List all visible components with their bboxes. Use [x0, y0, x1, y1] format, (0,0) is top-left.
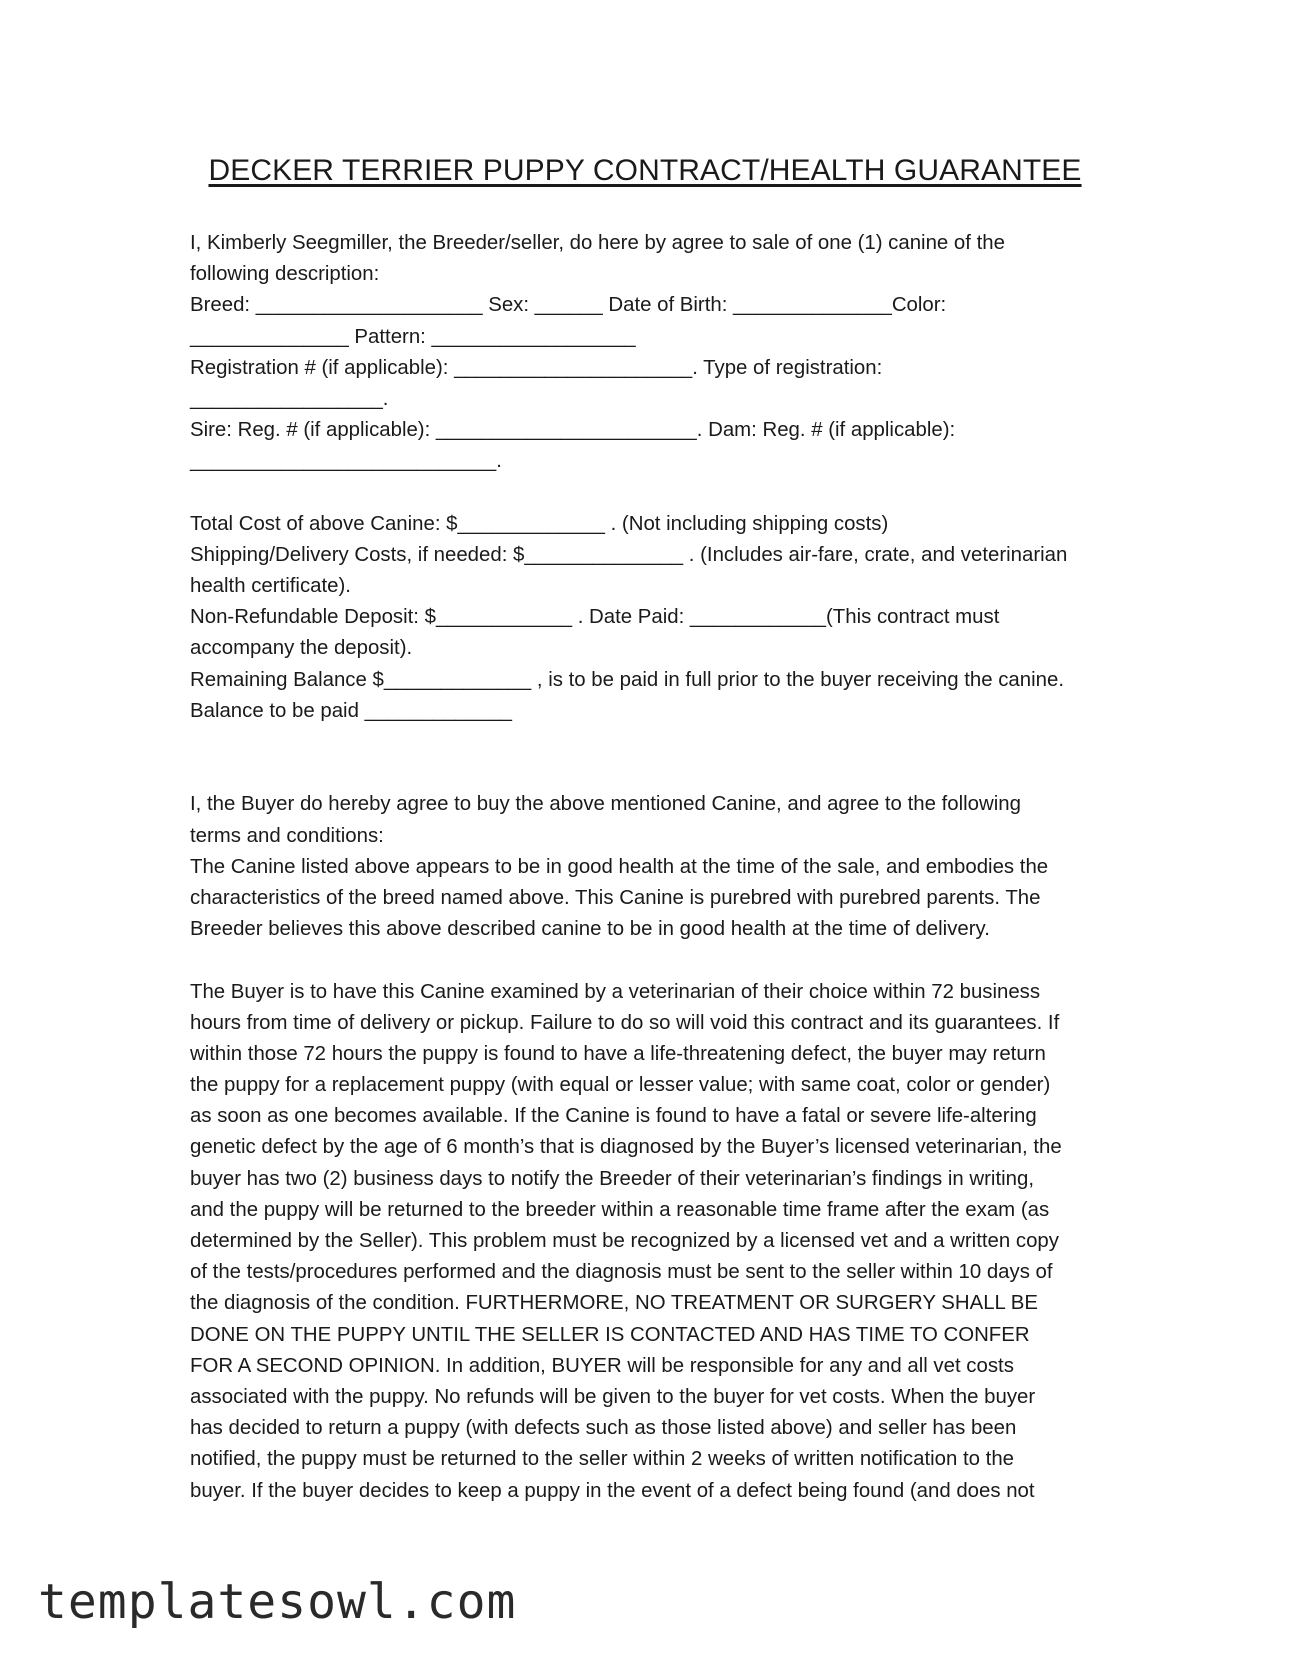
paragraph-gap — [190, 478, 1120, 509]
text-line: Registration # (if applicable): _____________________. Type of registration: — [190, 356, 883, 379]
text-line: buyer. If the buyer decides to keep a puppy in the event of a defect being found (and does not — [190, 1479, 1035, 1502]
text-line: Shipping/Delivery Costs, if needed: $______________ . (Includes air-fare, crate, and veterinarian — [190, 543, 1068, 566]
text-line: Sire: Reg. # (if applicable): _______________________. Dam: Reg. # (if applicable): — [190, 419, 956, 442]
cost-section — [190, 509, 1120, 727]
text-line: I, Kimberly Seegmiller, the Breeder/seller, do here by agree to sale of one (1) canine of the — [190, 232, 1005, 254]
paragraph-gap — [190, 945, 1120, 976]
text-line: DONE ON THE PUPPY UNTIL THE SELLER IS CONTACTED AND HAS TIME TO CONFER — [190, 1323, 1030, 1346]
text-line: genetic defect by the age of 6 month’s that is diagnosed by the Buyer’s licensed veterinarian, the — [190, 1136, 1062, 1159]
text-line: terms and conditions: — [190, 824, 384, 847]
text-line: Remaining Balance $_____________ , is to be paid in full prior to the buyer receiving the canine. — [190, 668, 1064, 691]
text-line: hours from time of delivery or pickup. Failure to do so will void this contract and its guarantees. If — [190, 1011, 1060, 1034]
text-line: following description: — [190, 263, 380, 286]
text-line: as soon as one becomes available. If the Canine is found to have a fatal or severe life-altering — [190, 1105, 1037, 1128]
text-line: the diagnosis of the condition. FURTHERMORE, NO TREATMENT OR SURGERY SHALL BE — [190, 1292, 1039, 1315]
text-line: Breed: ____________________ Sex: ______ Date of Birth: ______________Color: — [190, 294, 947, 317]
text-line: characteristics of the breed named above. This Canine is purebred with purebred parents. The — [190, 886, 1041, 909]
document-body — [190, 228, 1120, 1507]
text-line: Total Cost of above Canine: $_____________ . (Not including shipping costs) — [190, 512, 889, 535]
text-line: health certificate). — [190, 575, 351, 598]
text-line: FOR A SECOND OPINION. In addition, BUYER will be responsible for any and all vet costs — [190, 1354, 1014, 1377]
text-line: associated with the puppy. No refunds will be given to the buyer for vet costs. When the buyer — [190, 1385, 1036, 1408]
text-line: Breeder believes this above described canine to be in good health at the time of delivery. — [190, 918, 990, 941]
text-line: notified, the puppy must be returned to the seller within 2 weeks of written notification to the — [190, 1448, 1015, 1471]
text-line: the puppy for a replacement puppy (with equal or lesser value; with same coat, color or gender) — [190, 1074, 1051, 1097]
text-line: ______________ Pattern: __________________ — [190, 325, 636, 348]
text-line: Non-Refundable Deposit: $____________ . Date Paid: ____________(This contract must — [190, 606, 1000, 629]
text-line: and the puppy will be returned to the breeder within a reasonable time frame after the exam (as — [190, 1198, 1050, 1221]
exam-section — [190, 977, 1120, 1507]
text-line: The Canine listed above appears to be in good health at the time of the sale, and embodies the — [190, 855, 1049, 878]
text-line: buyer has two (2) business days to notify the Breeder of their veterinarian’s findings in writing, — [190, 1167, 1035, 1190]
buyer-section — [190, 789, 1120, 945]
text-line: determined by the Seller). This problem must be recognized by a licensed vet and a written copy — [190, 1230, 1059, 1253]
paragraph-gap — [190, 727, 1120, 789]
text-line: ___________________________. — [190, 450, 502, 473]
sale-section — [190, 228, 1120, 478]
text-line: has decided to return a puppy (with defects such as those listed above) and seller has been — [190, 1417, 1017, 1440]
text-line: Balance to be paid _____________ — [190, 699, 513, 722]
text-line: _________________. — [190, 387, 389, 410]
text-line: I, the Buyer do hereby agree to buy the above mentioned Canine, and agree to the following — [190, 793, 1021, 816]
text-line: of the tests/procedures performed and the diagnosis must be sent to the seller within 10 days of — [190, 1261, 1053, 1284]
text-line: accompany the deposit). — [190, 637, 413, 660]
text-line: within those 72 hours the puppy is found to have a life-threatening defect, the buyer may return — [190, 1042, 1046, 1065]
document-title: DECKER TERRIER PUPPY CONTRACT/HEALTH GUARANTEE — [208, 154, 1082, 187]
text-line: The Buyer is to have this Canine examined by a veterinarian of their choice within 72 business — [190, 980, 1041, 1003]
watermark: templatesowl.com — [38, 1574, 517, 1630]
